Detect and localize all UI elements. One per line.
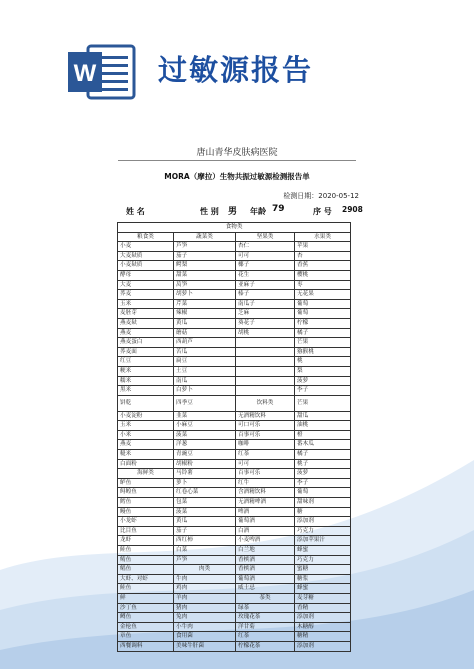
report-title: MORA（摩拉）生物共振过敏源检测报告单 [164, 172, 310, 181]
table-cell: 啤酒 [236, 507, 295, 517]
table-cell: 酵母 [118, 270, 174, 280]
table-cell: 黄瓜 [174, 517, 236, 527]
table-cell: 肉类 [174, 565, 236, 575]
table-cell: 大麦麸质 [118, 251, 174, 261]
table-cell: 咖啡 [236, 440, 295, 450]
table-cell [236, 386, 295, 396]
table-cell: 青豌豆 [174, 450, 236, 460]
table-cell: 枣 [295, 280, 351, 290]
table-cell: 菠菜 [174, 507, 236, 517]
table-cell: 美味牛肝菌 [174, 641, 236, 651]
table-cell: 樱桃 [295, 270, 351, 280]
table-row [118, 328, 351, 338]
table-cell: 添加剂 [295, 641, 351, 651]
table-cell: 饮料类 [236, 395, 295, 411]
table-cell: 李子 [295, 386, 351, 396]
table-cell: 西红柿 [174, 536, 236, 546]
table-cell: 四季豆 [174, 395, 236, 411]
table-cell: 橙 [295, 430, 351, 440]
table-cell: 蜜糖 [295, 565, 351, 575]
table-cell: 香精 [295, 603, 351, 613]
table-cell: 蜂蜜 [295, 546, 351, 556]
table-cell: 巧克力 [295, 526, 351, 536]
table-cell: 坚果类 [236, 232, 295, 242]
table-cell: 水果类 [295, 232, 351, 242]
table-cell: 粳米 [118, 366, 174, 376]
table-row [118, 488, 351, 498]
table-cell: 百事可乐 [236, 430, 295, 440]
table-row [118, 526, 351, 536]
table-cell: 茶类 [236, 593, 295, 603]
table-row [118, 517, 351, 527]
table-cell: 猪肉 [174, 603, 236, 613]
table-cell: 芒果 [295, 395, 351, 411]
table-cell: 扁豆 [174, 357, 236, 367]
table-cell: 白酒 [236, 526, 295, 536]
table-row [118, 299, 351, 309]
table-cell: 葡萄 [295, 299, 351, 309]
header-divider [118, 160, 356, 161]
table-cell: 海鲜类 [118, 469, 174, 479]
table-row [118, 366, 351, 376]
table-cell: 土豆 [174, 366, 236, 376]
table-cell: 菠萝 [295, 376, 351, 386]
table-cell: 西葫芦 [174, 338, 236, 348]
table-cell: 红豆 [118, 357, 174, 367]
table-cell: 芦笋 [174, 242, 236, 252]
table-cell: 红茶 [236, 632, 295, 642]
table-cell: 苹果 [295, 242, 351, 252]
table-cell: 小米 [118, 430, 174, 440]
table-cell: 大麦 [118, 280, 174, 290]
table-cell: 柠檬花茶 [236, 641, 295, 651]
word-logo-icon [66, 44, 136, 100]
table-cell: 辣椒 [174, 309, 236, 319]
table-cell: 红卷心菜 [174, 488, 236, 498]
table-row [118, 261, 351, 271]
table-cell: 可可 [236, 251, 295, 261]
table-cell: 菠萝 [295, 469, 351, 479]
table-cell: 柠檬 [295, 318, 351, 328]
table-row [118, 421, 351, 431]
table-cell: 鲑鱼 [118, 584, 174, 594]
sex-label: 性 别 [200, 207, 219, 216]
table-cell: 糖浆 [295, 574, 351, 584]
table-cell: 茄子 [174, 251, 236, 261]
table-cell: 巧克力 [295, 555, 351, 565]
table-cell: 鲳鱼 [118, 565, 174, 575]
table-title-row [118, 223, 351, 233]
table-row [118, 242, 351, 252]
table-cell: 沙丁鱼 [118, 603, 174, 613]
table-cell: 燕麦 [118, 440, 174, 450]
svg-text:W: W [73, 60, 97, 87]
table-cell: 桃 [295, 357, 351, 367]
table-cell: 小麦淀粉 [118, 411, 174, 421]
table-cell: 韭菜 [174, 411, 236, 421]
table-row [118, 357, 351, 367]
table-cell: 小麦麸质 [118, 261, 174, 271]
table-row [118, 632, 351, 642]
hospital-name: 唐山青华皮肤病医院 [196, 148, 278, 158]
table-cell: 鲑鱼 [118, 546, 174, 556]
table-cell: 饼乾 [118, 395, 174, 411]
table-cell: 鳟鱼 [118, 613, 174, 623]
table-cell: 南瓜 [174, 376, 236, 386]
table-cell: 油桃 [295, 421, 351, 431]
table-title: 食物类 [118, 223, 351, 233]
table-cell: 粮食类 [118, 232, 174, 242]
table-cell: 百事可乐 [236, 469, 295, 479]
table-cell: 胡桃 [236, 328, 295, 338]
table-cell: 黄瓜 [174, 318, 236, 328]
table-cell: 糯米 [118, 376, 174, 386]
table-cell: 鳄梨 [174, 261, 236, 271]
table-cell: 橘子 [295, 328, 351, 338]
table-cell: 可口可乐 [236, 421, 295, 431]
table-cell: 玫瑰花茶 [236, 613, 295, 623]
table-row [118, 386, 351, 396]
table-row [118, 450, 351, 460]
table-cell: 绿茶 [236, 603, 295, 613]
table-cell: 甜味剂 [295, 498, 351, 508]
table-cell: 金枪鱼 [118, 622, 174, 632]
table-row [118, 574, 351, 584]
table-cell: 白面粉 [118, 459, 174, 469]
table-cell [236, 338, 295, 348]
table-cell: 龙虾 [118, 536, 174, 546]
table-cell: 南瓜子 [236, 299, 295, 309]
table-cell [236, 347, 295, 357]
table-cell: 红牛 [236, 478, 295, 488]
table-cell: 洋葱 [174, 440, 236, 450]
table-cell [236, 376, 295, 386]
table-row [118, 251, 351, 261]
table-cell: 蘑菇 [174, 328, 236, 338]
table-cell: 茄子 [174, 526, 236, 536]
table-cell: 葡萄酒 [236, 517, 295, 527]
table-row [118, 459, 351, 469]
table-row [118, 280, 351, 290]
table-cell: 鲭鱼 [118, 555, 174, 565]
table-cell: 香槟酒 [236, 555, 295, 565]
table-row [118, 309, 351, 319]
table-row [118, 546, 351, 556]
table-cell [236, 357, 295, 367]
table-cell: 葡萄 [295, 309, 351, 319]
table-cell: 小龙虾 [118, 517, 174, 527]
table-cell: 荞麦面 [118, 347, 174, 357]
table-cell: 杏 [295, 251, 351, 261]
table-section-row [118, 593, 351, 603]
table-cell: 桃子 [295, 459, 351, 469]
table-cell: 杏仁 [236, 242, 295, 252]
table-cell: 芝麻 [236, 309, 295, 319]
table-row [118, 641, 351, 651]
table-section-row [118, 469, 351, 479]
table-cell: 麦胚芽 [118, 309, 174, 319]
table-cell: 食用菌 [174, 632, 236, 642]
table-cell: 荞麦 [118, 290, 174, 300]
table-cell: 菠菜 [174, 430, 236, 440]
table-cell: 蜂蜜 [295, 584, 351, 594]
table-cell: 黑米 [118, 386, 174, 396]
table-cell: 香槟酒 [236, 565, 295, 575]
serial-label: 序 号 [313, 207, 332, 216]
table-cell: 小麦啤酒 [236, 536, 295, 546]
table-row [118, 536, 351, 546]
table-cell [236, 366, 295, 376]
table-cell: 麦芽糖 [295, 593, 351, 603]
table-cell: 糙米 [118, 450, 174, 460]
serial-value: 2908 [342, 205, 363, 214]
table-cell: 玉米 [118, 299, 174, 309]
table-cell: 甜菜 [174, 270, 236, 280]
table-cell: 兔肉 [174, 613, 236, 623]
table-cell: 亚麻子 [236, 280, 295, 290]
table-cell: 添加剂 [295, 613, 351, 623]
table-cell: 苦瓜 [174, 347, 236, 357]
table-cell: 含酒精饮料 [236, 488, 295, 498]
table-cell: 西餐调料 [118, 641, 174, 651]
table-cell: 无酒精饮料 [236, 411, 295, 421]
table-row [118, 613, 351, 623]
age-value: 79 [272, 204, 285, 214]
table-row [118, 498, 351, 508]
table-cell: 鳕鱼 [118, 498, 174, 508]
table-cell: 添加苹果汁 [295, 536, 351, 546]
table-cell: 威士忌 [236, 584, 295, 594]
table-cell: 燕麦 [118, 328, 174, 338]
table-section-row [118, 565, 351, 575]
table-row [118, 318, 351, 328]
table-cell: 葵花子 [236, 318, 295, 328]
table-cell: 蔬菜类 [174, 232, 236, 242]
table-cell: 梨 [295, 366, 351, 376]
table-cell: 玉米 [118, 421, 174, 431]
allergen-table [117, 222, 351, 652]
table-cell: 芦笋 [174, 555, 236, 565]
table-cell: 鸡肉 [174, 584, 236, 594]
table-cell: 糖精 [295, 632, 351, 642]
table-cell: 木糖醇 [295, 622, 351, 632]
table-cell: 白菜 [174, 546, 236, 556]
table-cell: 白萝卜 [174, 386, 236, 396]
table-cell: 莴笋 [174, 280, 236, 290]
table-cell: 胡椒粉 [174, 459, 236, 469]
table-cell: 椰子 [236, 261, 295, 271]
table-cell: 鲟鳇鱼 [118, 488, 174, 498]
table-cell: 鳗鱼 [118, 507, 174, 517]
table-row [118, 376, 351, 386]
table-row [118, 507, 351, 517]
banner-title: 过敏源报告 [158, 53, 314, 87]
sex-value: 男 [228, 207, 238, 217]
table-cell: 羊肉 [174, 593, 236, 603]
table-cell: 花生 [236, 270, 295, 280]
table-row [118, 622, 351, 632]
table-cell: 白兰地 [236, 546, 295, 556]
table-row [118, 395, 351, 411]
table-cell: 萝卜 [174, 478, 236, 488]
table-cell: 葡萄 [295, 488, 351, 498]
table-cell: 芒果 [295, 338, 351, 348]
table-cell: 鲜 [118, 593, 174, 603]
table-cell: 燕麦麸 [118, 318, 174, 328]
table-row [118, 478, 351, 488]
table-cell: 橘子 [295, 450, 351, 460]
table-row [118, 603, 351, 613]
table-cell: 章鱼 [118, 632, 174, 642]
table-cell: 香蕉 [295, 261, 351, 271]
table-row [118, 440, 351, 450]
table-cell: 无花果 [295, 290, 351, 300]
table-cell: 小牛肉 [174, 622, 236, 632]
table-cell: 洋甘菊 [236, 622, 295, 632]
table-cell: 比目鱼 [118, 526, 174, 536]
table-cell: 马铃薯 [174, 469, 236, 479]
table-row [118, 555, 351, 565]
table-cell: 牛肉 [174, 574, 236, 584]
table-cell: 鲈鱼 [118, 478, 174, 488]
table-header-row [118, 232, 351, 242]
table-row [118, 290, 351, 300]
table-cell: 小麦 [118, 242, 174, 252]
table-row [118, 430, 351, 440]
table-row [118, 338, 351, 348]
table-cell: 大虾、对虾 [118, 574, 174, 584]
age-label: 年龄 [250, 207, 266, 216]
table-cell: 芹菜 [174, 299, 236, 309]
table-cell: 糖 [295, 507, 351, 517]
table-row [118, 411, 351, 421]
table-cell: 榛子 [236, 290, 295, 300]
table-cell: 可可 [236, 459, 295, 469]
table-row [118, 347, 351, 357]
table-row [118, 584, 351, 594]
table-cell: 小麻豆 [174, 421, 236, 431]
table-cell: 番木瓜 [295, 440, 351, 450]
test-date: 检测日期：2020-05-12 [283, 192, 359, 200]
table-cell: 添加剂 [295, 517, 351, 527]
table-cell: 胡萝卜 [174, 290, 236, 300]
table-cell: 猕猴桃 [295, 347, 351, 357]
table-cell: 李子 [295, 478, 351, 488]
table-cell: 葡萄酒 [236, 574, 295, 584]
table-cell: 甜瓜 [295, 411, 351, 421]
name-label: 姓 名 [126, 207, 145, 216]
table-cell: 包菜 [174, 498, 236, 508]
table-cell: 燕麦蛋白 [118, 338, 174, 348]
table-cell: 红茶 [236, 450, 295, 460]
table-row [118, 270, 351, 280]
table-cell: 无酒精啤酒 [236, 498, 295, 508]
